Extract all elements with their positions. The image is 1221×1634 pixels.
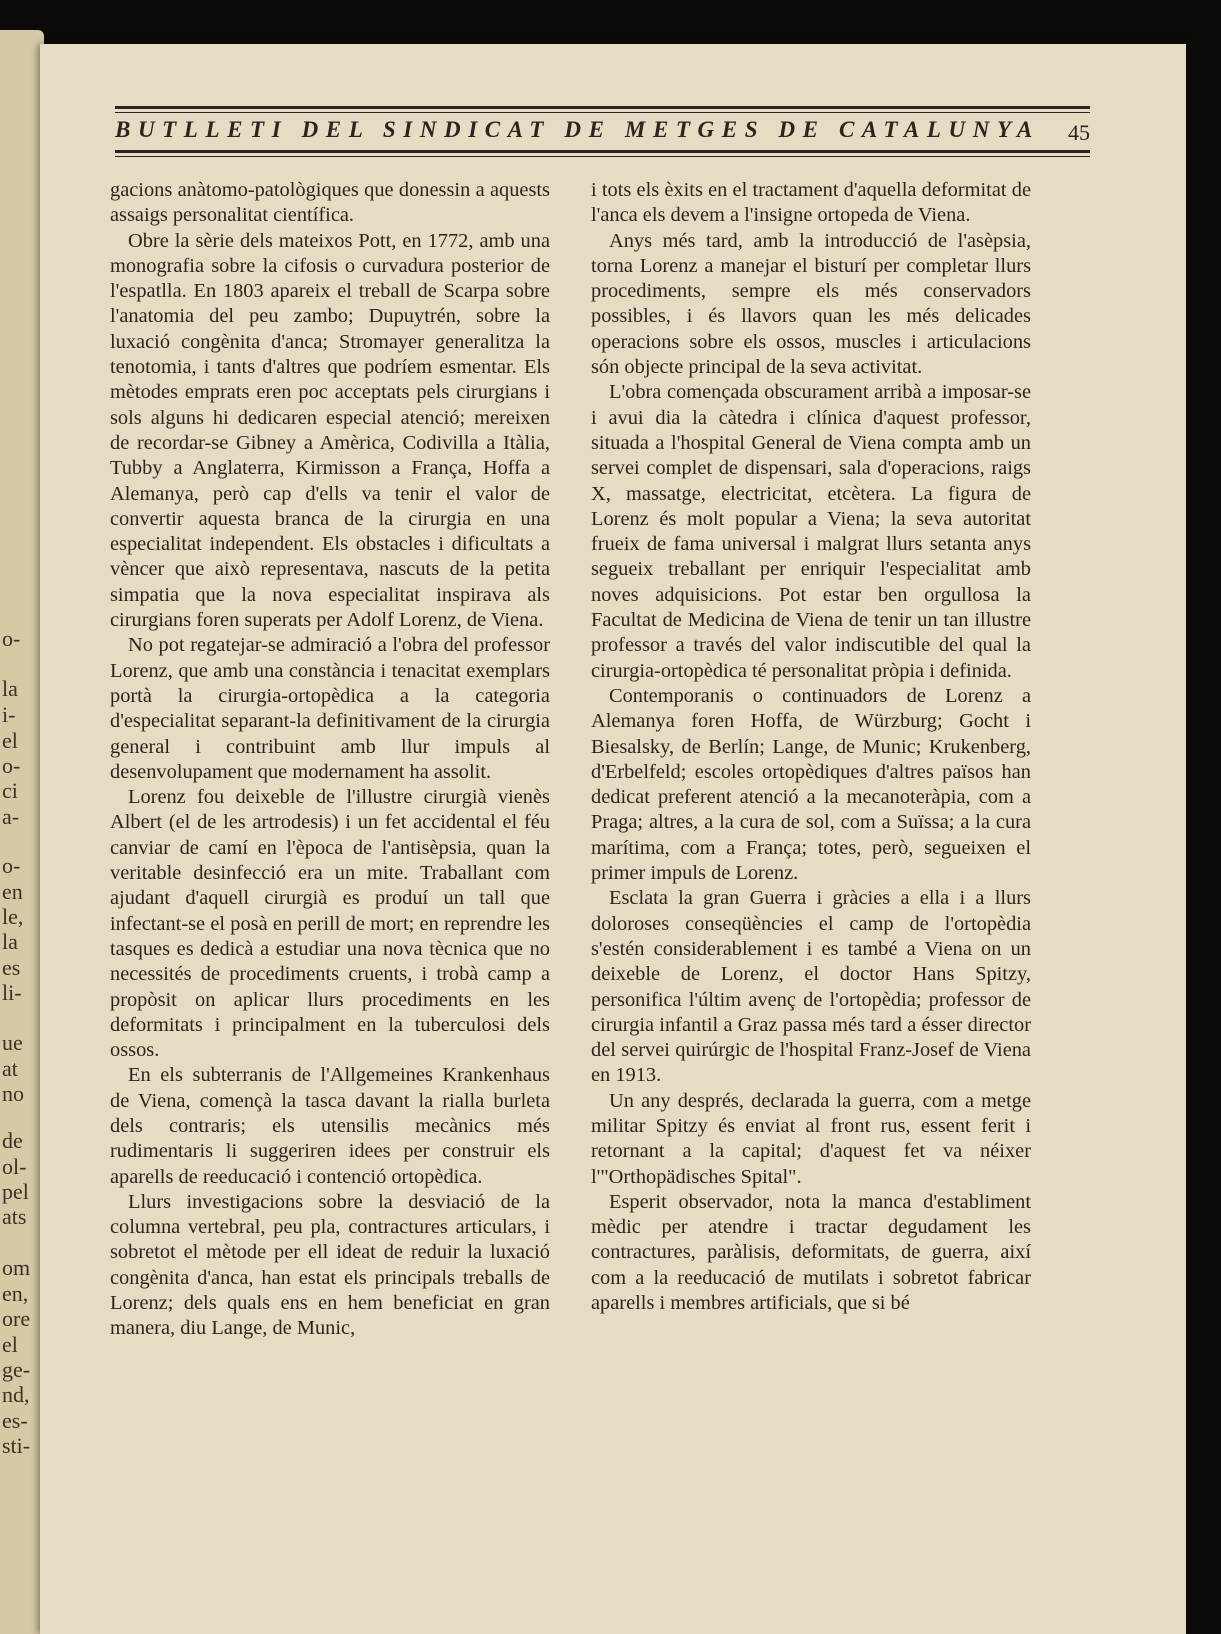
paragraph: Esperit observador, nota la manca d'establiment mèdic per atendre i tractar degudament les contractures, paràlisis, deformitats, de guerra, així com a la reeducació de mutilats i sobretot fabricar aparells i membres artificials, que si bé xyxy=(591,1190,1031,1315)
fragment: nd, xyxy=(2,1382,30,1407)
fragment: ue xyxy=(2,1030,23,1055)
fragment: a- xyxy=(2,804,20,829)
fragment: pel xyxy=(2,1179,29,1204)
fragment: o- xyxy=(2,853,21,878)
fragment: es xyxy=(2,955,21,980)
fragment: es- xyxy=(2,1408,28,1433)
journal-title: BUTLLETI DEL SINDICAT DE METGES DE CATALUNYA xyxy=(115,117,1040,142)
fragment: ol- xyxy=(2,1154,27,1179)
fragment: en xyxy=(2,879,23,904)
fragment: i- xyxy=(2,702,16,727)
fragment: ats xyxy=(2,1204,27,1229)
fragment: el xyxy=(2,1332,18,1357)
adjacent-page-edge xyxy=(0,30,44,1634)
paragraph: Esclata la gran Guerra i gràcies a ella i a llurs doloroses conseqüències el camp de l'ortopèdia s'estén considerablement i es també a Viena on un deixeble de Lorenz, el doctor Hans Spitzy, personifica l'últim avenç de l'ortopèdia; professor de cirurgia infantil a Graz passa més tard a ésser director del servei quirúrgic de l'hospital Franz-Josef de Viena en 1913. xyxy=(591,887,1031,1087)
fragment: le, xyxy=(2,904,24,929)
fragment: la xyxy=(2,676,18,701)
paragraph: Anys més tard, amb la introducció de l'asèpsia, torna Lorenz a manejar el bisturí per completar llurs procediments, sempre els més conservadors possibles, i és llavors quan les més delicades operacions sobre els ossos, muscles i articulacions són objecte principal de la seva activitat. xyxy=(591,229,1031,379)
journal-page xyxy=(40,44,1186,1634)
fragment: o- xyxy=(2,626,21,651)
fragment: ci xyxy=(2,778,18,803)
fragment: ge- xyxy=(2,1357,31,1382)
paragraph: Contemporanis o continuadors de Lorenz a Alemanya foren Hoffa, de Würzburg; Gocht i Biesalsky, de Berlín; Lange, de Munic; Krukenberg, d'Erbelfeld; escoles ortopèdiques d'altres països han dedicat preferent atenció a la mecanoteràpia, com a Praga; altres, a la cura de sol, com a Suïssa; a la cura marítima, com a França; totes, però, segueixen el primer impuls de Lorenz. xyxy=(591,684,1031,885)
fragment: de xyxy=(2,1128,23,1153)
header-rule xyxy=(115,112,1090,113)
fragment: li- xyxy=(2,980,22,1005)
fragment: ore xyxy=(2,1306,31,1331)
paragraph: Un any després, declarada la guerra, com a metge militar Spitzy és enviat al front rus, essent ferit i retornant a la capital; d'aquest fet va néixer l'"Orthopädisches Spital". xyxy=(591,1089,1031,1188)
fragment: sti- xyxy=(2,1433,31,1458)
fragment: la xyxy=(2,929,18,954)
header-rule xyxy=(115,106,1090,109)
right-column xyxy=(591,178,1031,1316)
paragraph: No pot regatejar-se admiració a l'obra del professor Lorenz, que amb una constància i tenacitat exemplars portà la cirurgia-ortopèdica a la categoria d'especialitat separant-la definitivament de la cirurgia general i contribuint amb llur impuls al desenvolupament que modernament ha assolit. xyxy=(110,634,550,783)
fragment: at xyxy=(2,1056,18,1081)
paragraph: Lorenz fou deixeble de l'illustre cirurgià vienès Albert (el de les artrodesis) i un fet accidental el féu canviar de camí en l'època de l'antisèpsia, quan la veritable desinfecció era un mite. Traballant com ajudant d'aquell cirurgià es produí un tall que infectant-se el posà en perill de mort; en reprendre les tasques es dedicà a estudiar una nova tècnica que no necessités de procediments cruents, i trobà camp a propòsit on aplicar llurs procediments en les deformitats i principalment en la tuberculosi dels ossos. xyxy=(110,786,550,1062)
fragment: en, xyxy=(2,1281,29,1306)
page-number: 45 xyxy=(1068,120,1090,145)
running-header xyxy=(115,106,1090,158)
left-column xyxy=(110,178,550,1342)
header-rule xyxy=(115,150,1090,153)
paragraph: Obre la sèrie dels mateixos Pott, en 1772, amb una monografia sobre la cifosis o curvadura posterior de l'espatlla. En 1803 apareix el treball de Scarpa sobre l'anatomia del peu zambo; Dupuytrén, sobre la luxació congènita d'anca; Stromayer generalitza la tenotomia, i tants d'altres que podríem esmentar. Els mètodes emprats eren poc acceptats pels cirurgians i sols alguns hi dedicaren especial atenció; mereixen de recordar-se Gibney a Amèrica, Codivilla a Itàlia, Tubby a Anglaterra, Kirmisson a França, Hoffa a Alemanya, però cap d'ells va tenir el valor de convertir aquesta branca de la cirurgia en una especialitat independent. Els obstacles i dificultats a vèncer que això representava, nascuts de la petita simpatia que la nova especialitat inspirava als cirurgians foren superats per Adolf Lorenz, de Viena. xyxy=(110,229,550,632)
header-rule xyxy=(115,156,1090,157)
fragment: om xyxy=(2,1255,31,1280)
paragraph: Llurs investigacions sobre la desviació de la columna vertebral, peu pla, contractures articulars, i sobretot el mètode per ell ideat de reduir la luxació congènita d'anca, han estat els principals treballs de Lorenz; dels quals ens en hem beneficiat en gran manera, diu Lange, de Munic, xyxy=(110,1190,550,1340)
paragraph: i tots els èxits en el tractament d'aquella deformitat de l'anca els devem a l'insigne ortopeda de Viena. xyxy=(591,179,1031,227)
fragment: o- xyxy=(2,753,21,778)
paragraph: gacions anàtomo-patològiques que donessin a aquests assaigs personalitat científica. xyxy=(110,179,550,227)
fragment: el xyxy=(2,728,18,753)
paragraph: L'obra començada obscurament arribà a imposar-se i avui dia la càtedra i clínica d'aquest professor, situada a l'hospital General de Viena compta amb un servei complet de dispensari, sala d'operacions, raigs X, massatge, electricitat, etcètera. La figura de Lorenz és molt popular a Viena; la seva autoritat frueix de fama universal i malgrat llurs setanta anys segueix treballant per enriquir l'especialitat amb noves adquisicions. Pot estar ben orgullosa la Facultat de Medicina de Viena de tenir un tan illustre professor a través del valor indiscutible del qual la cirurgia-ortopèdica té personalitat pròpia i definida. xyxy=(591,381,1031,682)
fragment: no xyxy=(2,1081,24,1106)
paragraph: En els subterranis de l'Allgemeines Krankenhaus de Viena, començà la tasca davant la rialla burleta dels contraris; els utensilis mecànics més rudimentaris li suggeriren idees per construir els aparells de reeducació i contenció ortopèdica. xyxy=(110,1064,550,1188)
